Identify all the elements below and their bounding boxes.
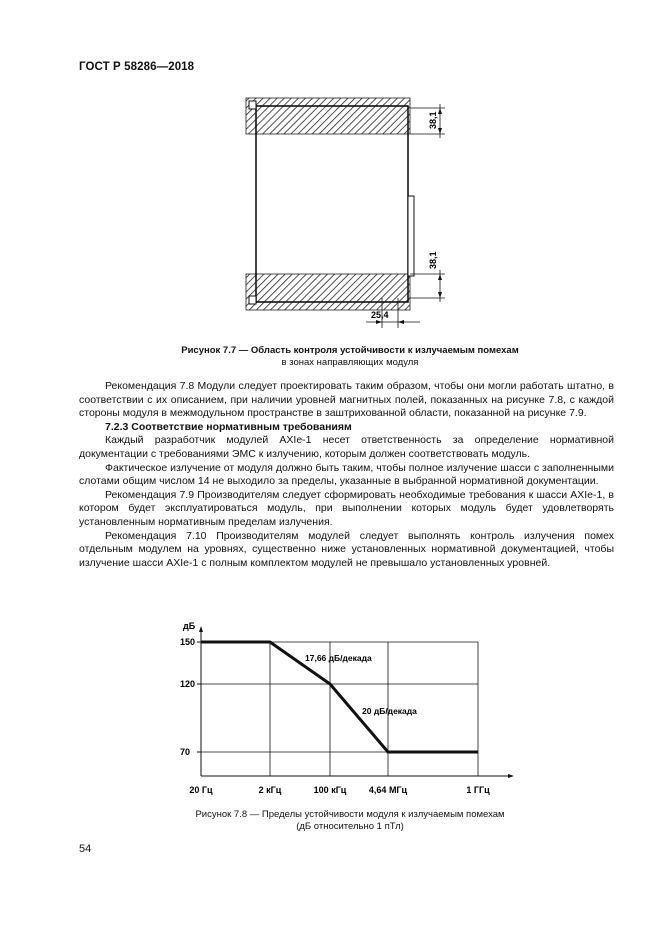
paragraph-recommendation-7-9: Рекомендация 7.9 Производителям следует сформировать необходимые требования к шасси AXIe-1, в котором будет эксплуатироваться модуль, при выполнении которых модуль будет удовлетворять установленным нормативным пределам излучения. (79, 488, 614, 528)
y-tick-label: 150 (180, 637, 196, 647)
x-tick-label: 2 кГц (258, 785, 282, 795)
page-number: 54 (79, 843, 92, 855)
module-outline (256, 106, 408, 302)
section-heading-7-2-3: 7.2.3 Соответствие нормативным требованиям (105, 420, 352, 433)
x-tick-label: 100 кГц (313, 785, 347, 795)
top-hatched-zone (246, 98, 410, 134)
bottom-hatched-zone (246, 274, 410, 310)
connector-strip (408, 196, 414, 276)
limit-line (201, 642, 478, 752)
slope-annotation-1: 17,66 дБ/декада (305, 653, 372, 663)
paragraph-recommendation-7-8: Рекомендация 7.8 Модули следует проектировать таким образом, чтобы они могли работать штатно, в соответствии с их описанием, при наличии уровней магнитных полей, показанных на рисунке 7.8, с каждой стороны модуля в межмодульном пространстве в заштрихованной области, показанной на рисунке 7.9. (79, 380, 614, 420)
x-tick-label: 1 ГГц (466, 785, 490, 795)
body-text (79, 380, 614, 570)
dim-top-label: 38,1 (428, 111, 438, 129)
x-tick-label: 20 Гц (189, 785, 213, 795)
paragraph-recommendation-7-10: Рекомендация 7.10 Производителям модулей следует выполнять контроль излучения помех отдельным модулем на уровнях, существенно ниже установленных нормативной документацией, чтобы излучение шасси AXIe-1 с полным комплектом модулей не превышало установленных уровней. (79, 529, 614, 569)
figure-7-7-diagram (0, 0, 661, 340)
figure-7-8-caption-title: Рисунок 7.8 — Пределы устойчивости модуля к излучаемым помехам (195, 809, 505, 820)
paragraph-developer-responsibility: Каждый разработчик модулей AXIe-1 несет ответственность за определение нормативной документации с требованиями ЭМС к излучению, которым должен соответствовать модуль. (79, 434, 614, 460)
dim-width-label: 25,4 (371, 310, 389, 320)
y-tick-label: 120 (180, 679, 196, 689)
dim-bottom-label: 38,1 (428, 251, 438, 269)
figure-7-7-caption-title: Рисунок 7.7 — Область контроля устойчивости к излучаемым помехам (181, 345, 519, 356)
paragraph-actual-emission: Фактическое излучение от модуля должно быть таким, чтобы полное излучение шасси с заполненными слотами общим числом 14 не выходило за пределы, указанные в выбранной нормативной документации. (79, 461, 614, 488)
figure-7-7-caption-subtitle: в зонах направляющих модуля (281, 357, 419, 368)
figure-7-8-caption (130, 809, 570, 833)
x-tick-label: 4,64 МГц (368, 785, 408, 795)
slope-annotation-2: 20 дБ/декада (362, 706, 417, 716)
figure-7-8-caption-subtitle: (дБ относительно 1 пТл) (296, 821, 404, 832)
document-standard-header: ГОСТ Р 58286—2018 (79, 61, 195, 73)
figure-7-7-caption (130, 345, 570, 369)
y-axis-label: дБ (183, 621, 196, 631)
y-axis-arrow (199, 626, 203, 632)
y-tick-label: 70 (180, 747, 191, 757)
x-axis-arrow (508, 774, 514, 778)
